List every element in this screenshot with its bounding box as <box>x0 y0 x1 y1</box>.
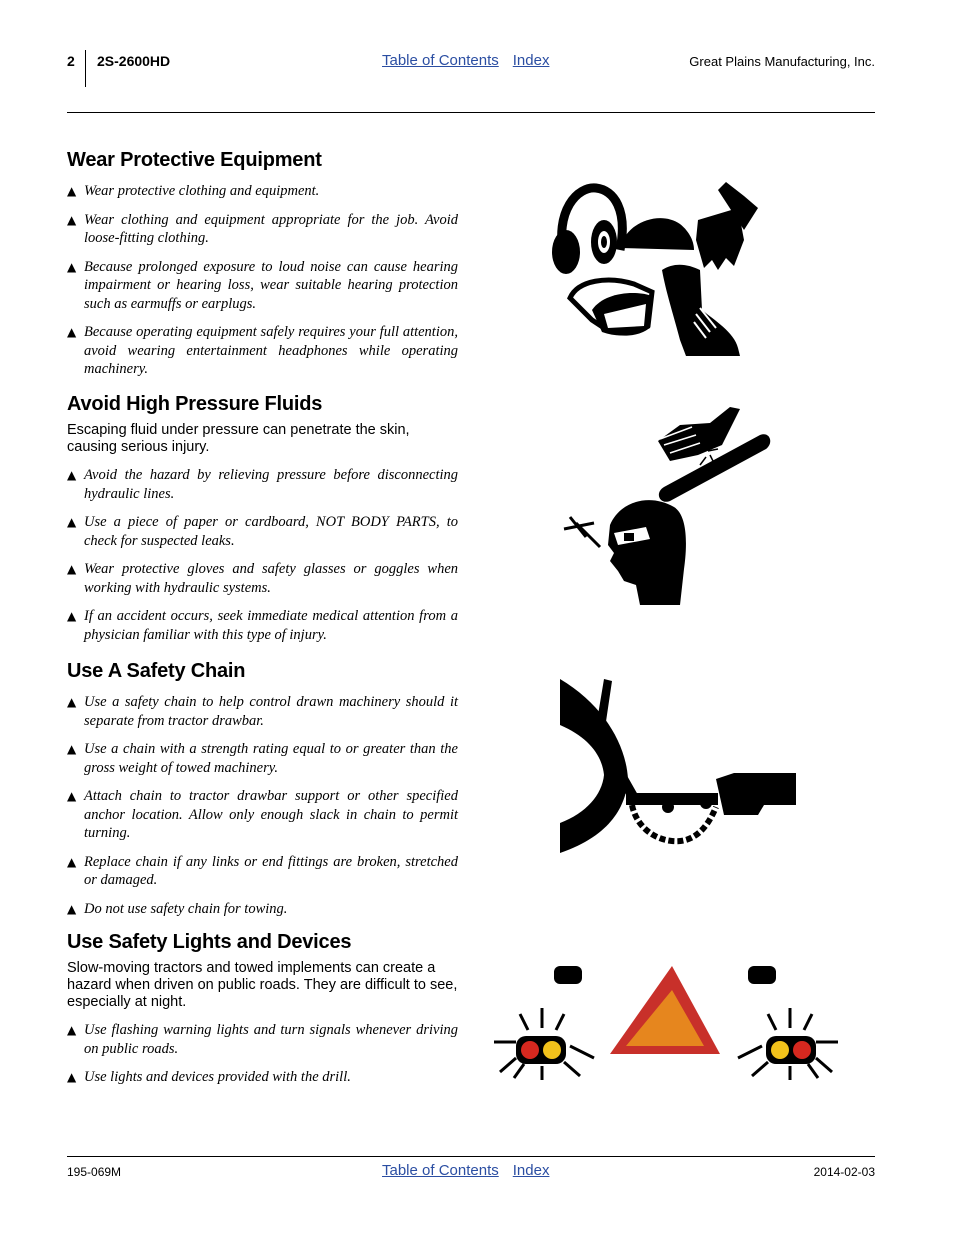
triangle-bullet-icon: ▲ <box>67 609 77 623</box>
page-number: 2 <box>67 53 75 69</box>
header-nav <box>382 52 563 69</box>
list-item: ▲ Because operating equipment safely requires your full attention, avoid wearing entertainment headphones while operating machinery. <box>67 324 458 377</box>
footer-nav <box>382 1162 563 1179</box>
section-avoid-high-pressure-fluids <box>67 393 458 654</box>
left-flashing-lamp-icon <box>494 1008 594 1080</box>
section-title: Use Safety Lights and Devices <box>67 931 352 953</box>
gloves-icon <box>696 182 758 270</box>
triangle-bullet-icon: ▲ <box>67 789 77 803</box>
list-item: ▲ Wear protective gloves and safety glasses or goggles when working with hydraulic systems. <box>67 561 458 596</box>
face-shield-icon <box>564 500 686 605</box>
triangle-bullet-icon: ▲ <box>67 1070 77 1084</box>
boot-icon <box>662 265 740 356</box>
triangle-bullet-icon: ▲ <box>67 1023 77 1037</box>
doc-id: 2S-2600HD <box>97 53 171 69</box>
triangle-bullet-icon: ▲ <box>67 854 77 869</box>
triangle-bullet-icon: ▲ <box>67 325 77 339</box>
section-use-a-safety-chain <box>67 660 458 928</box>
list-item: ▲ If an accident occurs, seek immediate medical attention from a physician familiar with this type of injury. <box>67 608 458 643</box>
list-item: ▲ Because prolonged exposure to loud noise can cause hearing impairment or hearing loss, wear suitable hearing protection such as earmuffs or earplugs. <box>67 258 458 312</box>
triangle-bullet-icon: ▲ <box>67 259 77 274</box>
footer-index-link[interactable]: Index <box>512 1162 550 1179</box>
list-item: ▲ Do not use safety chain for towing. <box>67 900 288 917</box>
list-item: ▲ Wear protective clothing and equipment. <box>67 183 320 199</box>
triangle-bullet-icon: ▲ <box>67 901 77 916</box>
list-item: ▲ Wear clothing and equipment appropriate for the job. Avoid loose-fitting clothing. <box>67 211 458 246</box>
list-item: ▲ Use a chain with a strength rating equal to or greater than the gross weight of towed machinery. <box>67 741 458 776</box>
safety-chain-illustration <box>556 675 800 855</box>
triangle-bullet-icon: ▲ <box>67 212 77 227</box>
smv-emblem-icon <box>610 966 720 1054</box>
triangle-bullet-icon: ▲ <box>67 515 77 529</box>
right-flashing-lamp-icon <box>738 1008 838 1080</box>
section-intro: Escaping fluid under pressure can penetrate the skin, causing serious injury. <box>67 422 410 455</box>
section-intro: Slow-moving tractors and towed implements can create a hazard when driven on public roads. They are difficult to see, especially at night. <box>67 960 458 1010</box>
header-index-link[interactable]: Index <box>512 52 550 69</box>
section-title: Avoid High Pressure Fluids <box>67 393 323 415</box>
protective-equipment-illustration <box>548 180 763 360</box>
left-clearance-light-icon <box>554 966 582 984</box>
doc-number: 195-069M <box>67 1165 122 1179</box>
list-item: ▲ Use flashing warning lights and turn signals whenever driving on public roads. <box>67 1022 458 1057</box>
section-title: Use A Safety Chain <box>67 660 246 682</box>
triangle-bullet-icon: ▲ <box>67 184 77 198</box>
triangle-bullet-icon: ▲ <box>67 742 77 756</box>
right-clearance-light-icon <box>748 966 776 984</box>
header-divider <box>85 50 86 87</box>
list-item: ▲ Attach chain to tractor drawbar support or other specified anchor location. Allow only enough slack in chain to permit turning. <box>67 788 458 841</box>
high-pressure-fluid-illustration <box>560 405 775 610</box>
header-rule <box>67 112 875 113</box>
triangle-bullet-icon: ▲ <box>67 695 77 709</box>
company-name: Great Plains Manufacturing, Inc. <box>689 54 875 69</box>
triangle-bullet-icon: ▲ <box>67 562 77 576</box>
header-toc-link[interactable]: Table of Contents <box>382 52 499 69</box>
section-use-safety-lights-and-devices <box>67 931 458 1097</box>
list-item: ▲ Replace chain if any links or end fittings are broken, stretched or damaged. <box>67 853 458 888</box>
list-item: ▲ Use a safety chain to help control drawn machinery should it separate from tractor drawbar. <box>67 694 458 729</box>
publish-date: 2014-02-03 <box>813 1165 875 1179</box>
section-title: Wear Protective Equipment <box>67 149 322 171</box>
list-item: ▲ Use lights and devices provided with the drill. <box>67 1069 351 1085</box>
section-wear-protective-equipment <box>67 149 458 389</box>
goggles-icon <box>570 280 652 335</box>
triangle-bullet-icon: ▲ <box>67 468 77 482</box>
footer-rule <box>67 1156 875 1157</box>
safety-lights-illustration <box>494 962 838 1082</box>
earmuffs-icon <box>552 188 622 274</box>
footer-toc-link[interactable]: Table of Contents <box>382 1162 499 1179</box>
list-item: ▲ Avoid the hazard by relieving pressure before disconnecting hydraulic lines. <box>67 467 458 502</box>
hard-hat-icon <box>620 218 694 250</box>
list-item: ▲ Use a piece of paper or cardboard, NOT BODY PARTS, to check for suspected leaks. <box>67 514 458 549</box>
